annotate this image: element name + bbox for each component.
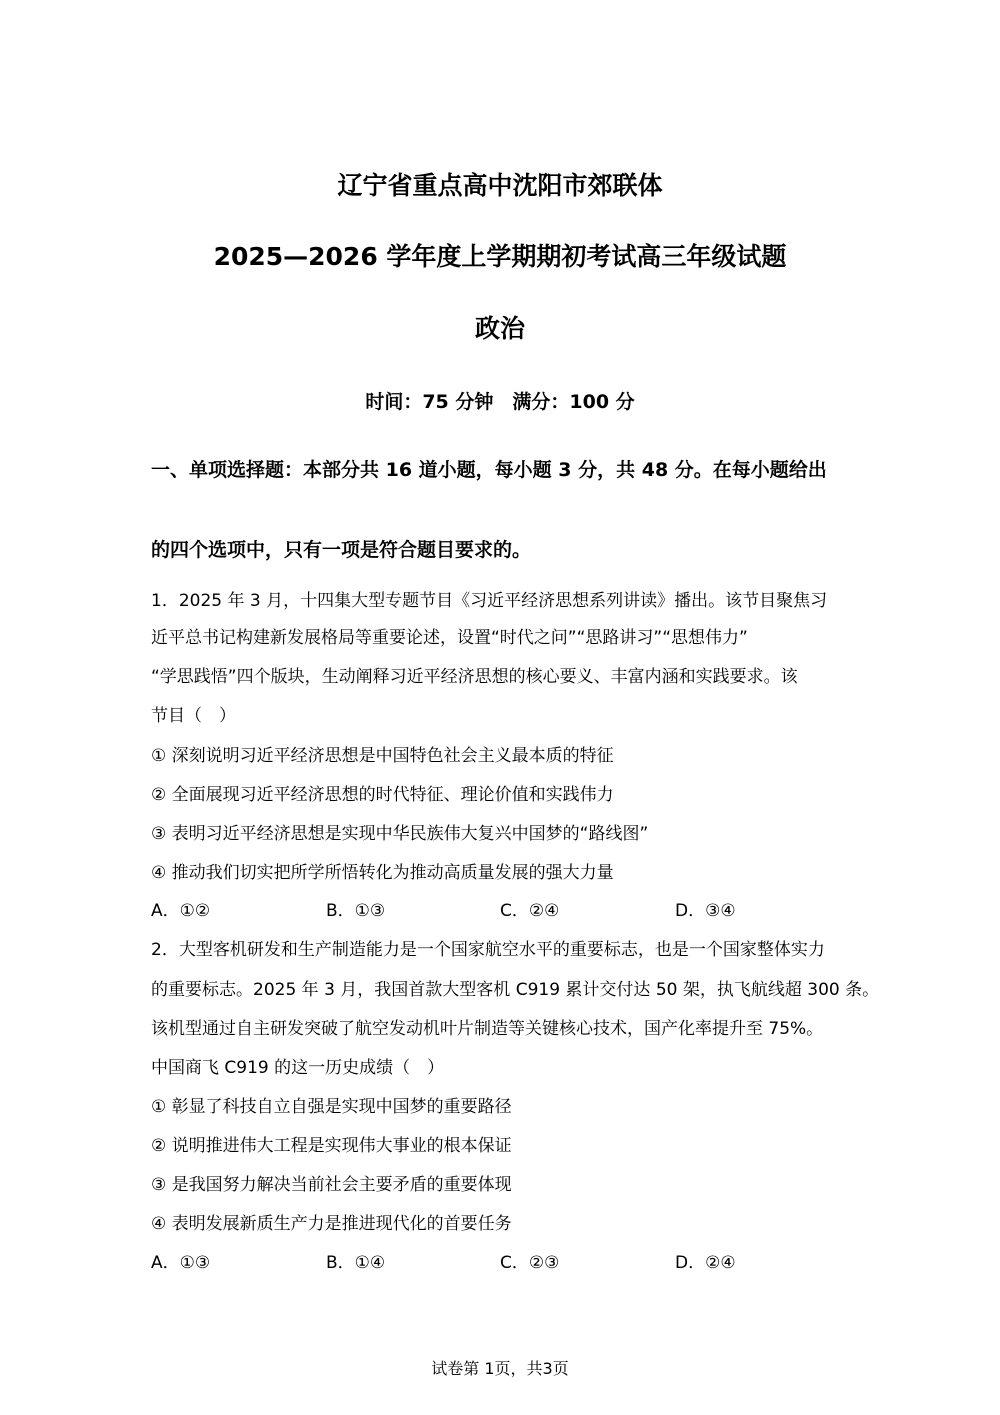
option-d: D．②④ [675, 1253, 736, 1273]
question-statement: ③ 是我国努力解决当前社会主要矛盾的重要体现 [151, 1175, 512, 1195]
question-statement: ③ 表明习近平经济思想是实现中华民族伟大复兴中国梦的“路线图” [151, 824, 649, 844]
option-b: B．①③ [326, 901, 386, 921]
question-stem-line: 1．2025 年 3 月，十四集大型专题节目《习近平经济思想系列讲读》播出。该节目聚焦习 [151, 591, 828, 611]
section-heading-line1: 一、单项选择题：本部分共 16 道小题，每小题 3 分，共 48 分。在每小题给出 [151, 459, 827, 481]
question-statement: ④ 推动我们切实把所学所悟转化为推动高质量发展的强大力量 [151, 863, 614, 883]
option-b: B．①④ [326, 1253, 386, 1273]
question-stem-line: 中国商飞 C919 的这一历史成绩（ ） [151, 1058, 445, 1078]
exam-meta: 时间：75 分钟 满分：100 分 [365, 391, 635, 413]
question-stem-line: 该机型通过自主研发突破了航空发动机叶片制造等关键核心技术，国产化率提升至 75%。 [151, 1019, 824, 1039]
question-stem-line: 近平总书记构建新发展格局等重要论述，设置“时代之问”“思路讲习”“思想伟力” [151, 628, 748, 648]
option-c: C．②③ [500, 1253, 560, 1273]
question-stem-line: “学思践悟”四个版块，生动阐释习近平经济思想的核心要义、丰富内涵和实践要求。该 [151, 667, 798, 687]
option-d: D．③④ [675, 901, 736, 921]
exam-title-line1: 辽宁省重点高中沈阳市郊联体 [337, 171, 663, 200]
question-statement: ① 深刻说明习近平经济思想是中国特色社会主义最本质的特征 [151, 746, 614, 766]
option-c: C．②④ [500, 901, 560, 921]
subject-title: 政治 [474, 314, 525, 343]
question-stem-line: 2．大型客机研发和生产制造能力是一个国家航空水平的重要标志，也是一个国家整体实力 [151, 940, 825, 960]
question-statement: ① 彰显了科技自立自强是实现中国梦的重要路径 [151, 1097, 512, 1117]
question-statement: ④ 表明发展新质生产力是推进现代化的首要任务 [151, 1214, 512, 1234]
page-footer: 试卷第 1页，共3页 [431, 1359, 569, 1378]
question-statement: ② 全面展现习近平经济思想的时代特征、理论价值和实践伟力 [151, 785, 614, 805]
section-heading-line2: 的四个选项中，只有一项是符合题目要求的。 [151, 539, 532, 561]
option-a: A．①③ [151, 1253, 211, 1273]
option-a: A．①② [151, 901, 211, 921]
exam-title-line2: 2025—2026 学年度上学期期初考试高三年级试题 [213, 242, 787, 271]
question-stem-line: 节目（ ） [151, 706, 236, 726]
question-statement: ② 说明推进伟大工程是实现伟大事业的根本保证 [151, 1136, 512, 1156]
question-stem-line: 的重要标志。2025 年 3 月，我国首款大型客机 C919 累计交付达 50 架，执飞航线超 300 条。 [151, 980, 880, 1000]
